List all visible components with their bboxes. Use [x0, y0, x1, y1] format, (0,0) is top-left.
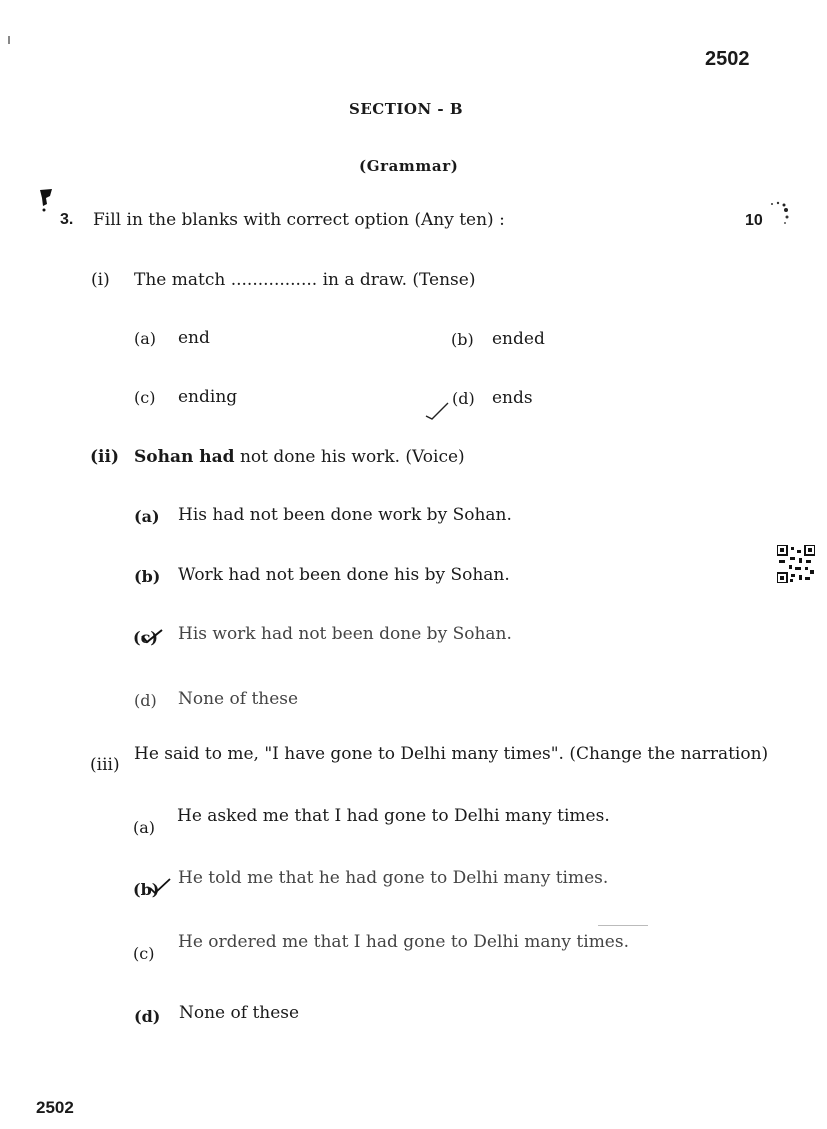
option-label: (a) — [134, 329, 157, 348]
option-text: None of these — [178, 689, 299, 709]
check-mark-icon — [140, 626, 166, 646]
option-text: ends — [492, 388, 533, 408]
option-text: He asked me that I had gone to Delhi many times. — [177, 806, 610, 826]
question-instruction: Fill in the blanks with correct option (Any ten) : — [93, 210, 505, 230]
option-label: (b) — [134, 567, 161, 586]
option-text: He told me that he had gone to Delhi many times. — [178, 868, 609, 888]
qr-code — [777, 545, 815, 583]
question-marks: 10 — [745, 212, 763, 229]
item-stem-rest: not done his work. (Voice) — [239, 447, 465, 467]
option-text: He ordered me that I had gone to Delhi many times. — [178, 932, 629, 952]
check-mark-icon — [424, 400, 450, 420]
option-label: (a) — [133, 818, 156, 837]
item-stem-bold: Sohan had — [134, 447, 235, 467]
scan-dots-mark — [760, 200, 790, 228]
option-label: (d) — [452, 389, 475, 408]
option-label: (c) — [133, 944, 155, 963]
scan-smudge — [598, 925, 648, 926]
option-label: (c) — [133, 628, 158, 647]
item-stem — [134, 447, 465, 467]
option-text: His had not been done work by Sohan. — [178, 505, 512, 525]
option-label: (d) — [134, 1007, 161, 1026]
section-title: SECTION - B — [349, 100, 464, 118]
check-mark-icon — [148, 876, 174, 896]
item-number: (ii) — [90, 447, 120, 467]
option-label: (a) — [134, 507, 160, 526]
option-text: His work had not been done by Sohan. — [178, 624, 512, 644]
item-number: (iii) — [90, 755, 120, 775]
section-subtitle: (Grammar) — [359, 157, 459, 175]
option-text: ending — [178, 387, 238, 407]
item-number: (i) — [91, 270, 110, 290]
option-label: (c) — [134, 388, 156, 407]
option-text: None of these — [179, 1003, 300, 1023]
option-text: end — [178, 328, 210, 348]
paper-code-bottom: 2502 — [36, 1098, 74, 1117]
option-text: ended — [492, 329, 545, 349]
ink-blot-mark — [38, 188, 56, 214]
item-stem: The match ................ in a draw. (Tense) — [134, 270, 476, 290]
option-label: (b) — [133, 880, 160, 899]
option-label: (d) — [134, 691, 157, 710]
option-text: Work had not been done his by Sohan. — [178, 565, 510, 585]
scan-speck — [8, 36, 10, 44]
question-number: 3. — [60, 211, 74, 228]
paper-code-top: 2502 — [705, 48, 750, 70]
item-stem: He said to me, "I have gone to Delhi many times". (Change the narration) — [134, 744, 769, 764]
option-label: (b) — [451, 330, 474, 349]
